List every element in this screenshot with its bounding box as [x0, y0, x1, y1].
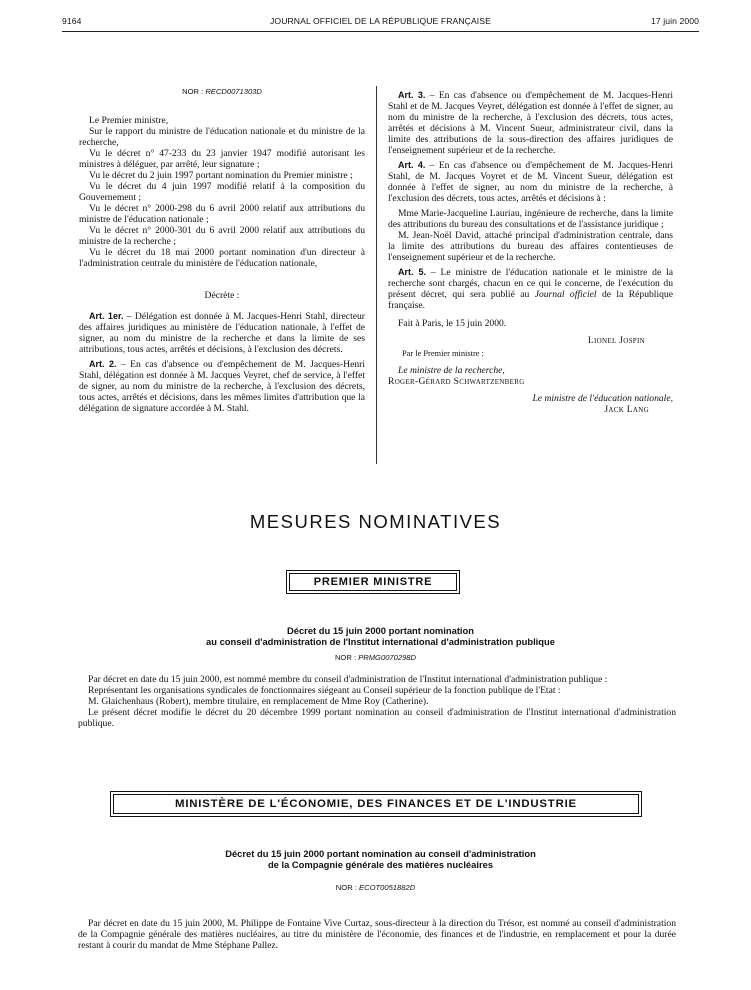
decree-title-line: au conseil d'administration de l'Institut international d'administration publique: [206, 635, 555, 647]
article-text: de la République française.: [388, 289, 673, 311]
minister-name: Jack Lang: [604, 404, 649, 415]
preamble-paragraph: Vu le décret n° 47-233 du 23 janvier 1947 modifié autorisant les ministres à déléguer, par arrêté, leur signature ;: [79, 148, 365, 170]
decree-body: [78, 674, 676, 729]
article-paragraph: [388, 90, 673, 156]
minister-title: Le ministre de la recherche,: [398, 365, 505, 376]
article-paragraph: [388, 160, 673, 204]
article-label: Art. 2.: [89, 359, 117, 369]
nor-code: PRMG0070298D: [358, 653, 417, 662]
preamble-paragraph: Vu le décret du 4 juin 1997 modifié relatif à la composition du Gouvernement ;: [79, 181, 365, 203]
article-text: – En cas d'absence ou d'empêchement de M. Jacques-Henri Stahl, délégation est donnée à M. Jacques Veyret, chef de service, à l'effet de signer, au nom du ministre de la recherche, à l'exclusion des décrets, tous actes, arrêtés et décisions, dans les mêmes limites d'attribution que la délégation de signature accordée à M. Stahl.: [79, 359, 365, 414]
article-label: Art. 4.: [398, 160, 426, 170]
page-header: [62, 16, 699, 30]
article-paragraph: [79, 311, 365, 355]
page-number: 9164: [62, 16, 82, 26]
preamble-paragraph: Vu le décret du 2 juin 1997 portant nomination du Premier ministre ;: [89, 170, 353, 181]
nor-code: RECD0071303D: [205, 87, 262, 96]
decree-body: [78, 918, 676, 951]
article-text: – En cas d'absence ou d'empêchement de M. Jacques-Henri Stahl et de M. Jacques Veyret, délégation est donnée à l'effet de signer, au nom du ministre de la recherche, à l'exclusion des décrets, tous actes, arrêtés et décisions à M. Vincent Sueur, administrateur civil, dans la limite des attributions de la sous-direction des affaires juridiques de l'enseignement supérieur et de la recherche.: [388, 90, 673, 156]
article-text: – En cas d'absence ou d'empêchement de M. Jacques-Henri Stahl, de M. Jacques Voyret et de M. Vincent Sueur, délégation est donnée à l'effet de signer, au nom du ministre de la recherche, à l'exclusion des décrets, tous actes, arrêtés et décisions à :: [388, 160, 673, 204]
minister-name: Roger-Gérard Schwartzenberg: [388, 376, 525, 387]
nor-code: ECOT0051882D: [359, 883, 416, 892]
header-rule: [62, 31, 699, 32]
article-label: Art. 3.: [398, 90, 426, 100]
decree-title-line: de la Compagnie générale des matières nucléaires: [267, 858, 494, 870]
right-column: [388, 90, 673, 415]
article-list-item: M. Jean-Noël David, attaché principal d'administration centrale, dans la limite des attributions du bureau des affaires contentieuses de l'enseignement supérieur et de la recherche.: [388, 230, 673, 263]
column-divider: [376, 86, 377, 464]
article-label: Art. 5.: [398, 267, 426, 277]
nor-label: NOR :: [335, 883, 357, 892]
article-text: – Le ministre de l'éducation nationale et le ministre de la recherche sont chargés, chacun en ce qui le concerne, de l'exécution du présent décret, qui sera publié au: [388, 267, 673, 300]
preamble-paragraph: Vu le décret n° 2000-301 du 6 avril 2000 relatif aux attributions du ministre de la recherche ;: [79, 225, 365, 247]
decree-title-line: Décret du 15 juin 2000 portant nomination: [286, 625, 474, 636]
preamble-paragraph: Le Premier ministre,: [89, 115, 169, 126]
journal-name: Journal officiel: [534, 289, 597, 300]
body-paragraph: Par décret en date du 15 juin 2000, M. Philippe de Fontaine Vive Curtaz, sous-directeur à la direction du Trésor, est nommé au conseil d'administration de la Compagnie générale des matières nucléaires, au titre du ministère de l'économie, des finances et de l'industrie, en remplacement et pour la durée restant à courir du mandat de Mme Stéphane Pallez.: [78, 918, 676, 951]
decree-title: [62, 849, 699, 870]
preamble-paragraph: Vu le décret n° 2000-298 du 6 avril 2000 relatif aux attributions du ministre de l'éducation nationale ;: [79, 203, 365, 225]
nor-reference: [0, 653, 751, 662]
section-box: [110, 791, 642, 817]
section-box: [286, 570, 460, 594]
section-heading: MESURES NOMINATIVES: [249, 511, 502, 532]
article-paragraph: [79, 359, 365, 414]
article-paragraph: [388, 267, 673, 311]
article-text: – Délégation est donnée à M. Jacques-Henri Stahl, directeur des affaires juridiques au ministère de l'éducation nationale, à l'effet de signer, au nom du ministre de la recherche et dans la limite de ses attributions, tous actes, arrêtés et décisions, à l'exclusion des décrets.: [79, 311, 365, 355]
decree-title: [62, 626, 699, 647]
issue-date: 17 juin 2000: [650, 16, 699, 26]
body-paragraph: Le présent décret modifie le décret du 20 décembre 1999 portant nomination au conseil d'administration de l'Institut international d'administration publique.: [78, 707, 676, 729]
section-box-title: MINISTÈRE DE L'ÉCONOMIE, DES FINANCES ET DE L'INDUSTRIE: [113, 794, 639, 814]
preamble-paragraph: Sur le rapport du ministre de l'éducation nationale et du ministre de la recherche,: [79, 126, 365, 148]
decree-title-line: Décret du 15 juin 2000 portant nomination au conseil d'administration: [225, 848, 536, 859]
signatory-name: Lionel Jospin: [587, 335, 645, 346]
nor-label: NOR :: [334, 653, 357, 662]
body-paragraph: Par décret en date du 15 juin 2000, est nommé membre du conseil d'administration de l'Institut international d'administration publique :: [88, 674, 608, 685]
nor-reference: [79, 86, 365, 97]
section-box-title: PREMIER MINISTRE: [289, 573, 457, 591]
article-list-item: Mme Marie-Jacqueline Lauriau, ingénieure de recherche, dans la limite des attributions du bureau des consultations et de l'assistance juridique ;: [388, 208, 673, 230]
decrete-heading: Décrète :: [204, 290, 240, 301]
body-paragraph: Représentant les organisations syndicales de fonctionnaires siégeant au Conseil supérieur de la fonction publique de l'Etat :: [88, 685, 561, 696]
body-paragraph: M. Glaichenhaus (Robert), membre titulaire, en remplacement de Mme Roy (Catherine).: [88, 696, 429, 707]
nor-reference: [0, 883, 751, 892]
nor-label: NOR :: [182, 87, 204, 96]
left-column: [79, 86, 365, 414]
article-label: Art. 1er.: [89, 311, 124, 321]
journal-title: JOURNAL OFFICIEL DE LA RÉPUBLIQUE FRANÇAISE: [270, 16, 491, 26]
par-le-premier-ministre: Par le Premier ministre :: [402, 349, 484, 358]
minister-title: Le ministre de l'éducation nationale,: [532, 393, 673, 404]
preamble-paragraph: Vu le décret du 18 mai 2000 portant nomination d'un directeur à l'administration centrale du ministère de l'éducation nationale,: [79, 247, 365, 269]
signing-place-date: Fait à Paris, le 15 juin 2000.: [398, 318, 507, 329]
